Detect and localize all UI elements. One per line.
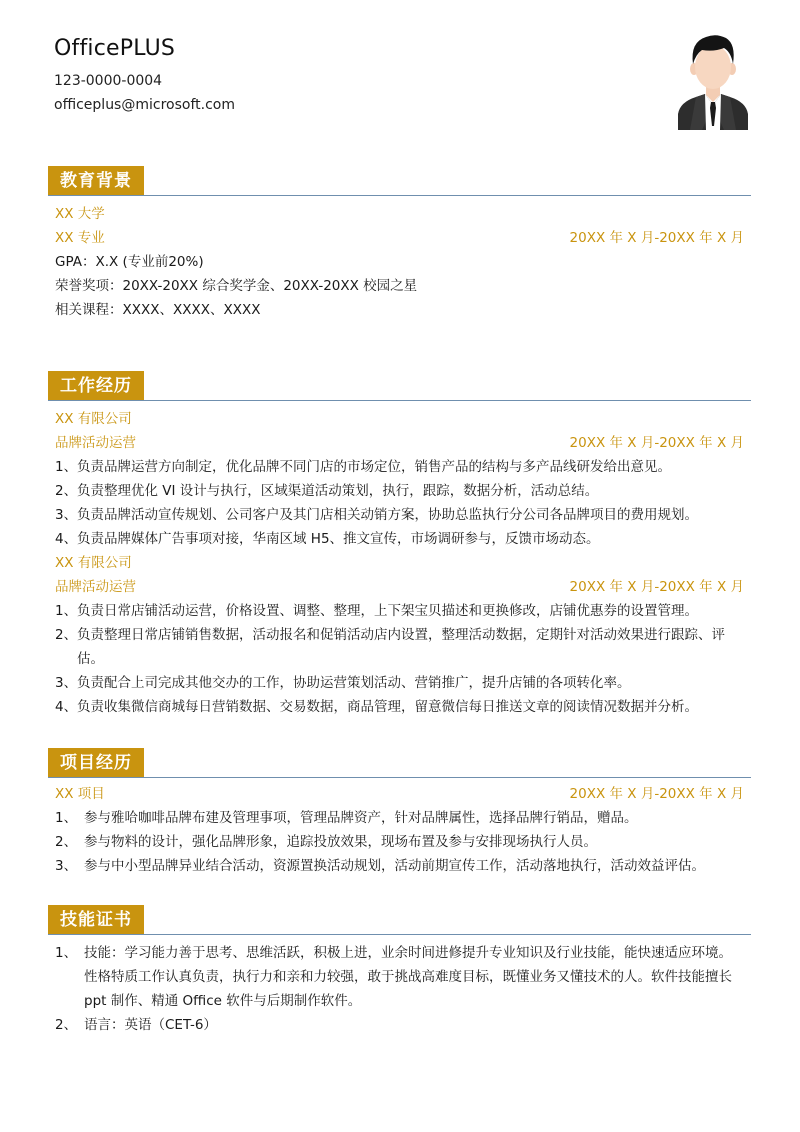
item-number: 2、 (55, 483, 78, 499)
list-item (48, 806, 751, 830)
item-number: 1、 (55, 603, 78, 619)
section-divider (48, 777, 751, 778)
item-number: 3、 (55, 675, 78, 691)
project-row (48, 782, 751, 806)
item-text: 语言：英语（CET-6） (84, 1017, 217, 1033)
school-name: XX 大学 (55, 206, 105, 222)
item-text: 负责整理日常店铺销售数据，活动报名和促销活动店内设置，整理活动数据，定期针对活动效果进行跟踪、评估。 (77, 627, 725, 667)
email-address: officeplus@microsoft.com (54, 97, 235, 113)
skills-section (48, 905, 751, 1037)
section-header (48, 166, 751, 196)
major-row (48, 226, 751, 250)
job-date: 20XX 年 X 月-20XX 年 X 月 (569, 579, 744, 595)
section-divider (48, 195, 751, 196)
role-row (48, 575, 751, 599)
list-item (48, 527, 751, 551)
list-item (48, 479, 751, 503)
item-number: 2、 (55, 1017, 78, 1033)
phone-number: 123-0000-0004 (54, 73, 163, 89)
item-text: 负责日常店铺活动运营，价格设置、调整、整理，上下架宝贝描述和更换修改，店铺优惠券的设置管理。 (77, 603, 698, 619)
item-text: 负责品牌媒体广告事项对接，华南区域 H5、推文宣传，市场调研参与，反馈市场动态。 (77, 531, 600, 547)
gpa-line: GPA：X.X (专业前20%) (55, 254, 204, 270)
item-text: 负责品牌活动宣传规划、公司客户及其门店相关动销方案，协助总监执行分公司各品牌项目的费用规划。 (77, 507, 698, 523)
section-header (48, 371, 751, 401)
list-item (48, 941, 751, 1013)
education-date: 20XX 年 X 月-20XX 年 X 月 (569, 230, 744, 246)
item-number: 4、 (55, 531, 78, 547)
job-role: 品牌活动运营 (55, 435, 136, 451)
section-header (48, 905, 751, 935)
list-item (48, 1013, 751, 1037)
list-item (48, 455, 751, 479)
item-text: 技能：学习能力善于思考、思维活跃，积极上进，业余时间进修提升专业知识及行业技能，能快速适应环境。性格特质工作认真负责，执行力和亲和力较强，敢于挑战高难度目标，既懂业务又懂技术的人。软件技能擅长 ppt 制作、精通 Office 软件与后期制作软件。 (84, 945, 732, 1009)
list-item (48, 671, 751, 695)
item-number: 4、 (55, 699, 78, 715)
item-text: 负责品牌运营方向制定，优化品牌不同门店的市场定位，销售产品的结构与多产品线研发给出意见。 (77, 459, 671, 475)
work-section (48, 371, 751, 719)
education-section (48, 166, 751, 322)
item-number: 1、 (55, 810, 78, 826)
list-item (48, 830, 751, 854)
item-text: 负责收集微信商城每日营销数据、交易数据，商品管理，留意微信每日推送文章的阅读情况数据并分析。 (77, 699, 698, 715)
list-item (48, 854, 751, 878)
list-item (48, 623, 751, 671)
section-header (48, 748, 751, 778)
company-name: XX 有限公司 (55, 555, 132, 571)
project-name: XX 项目 (55, 786, 105, 802)
major-name: XX 专业 (55, 230, 105, 246)
role-row (48, 431, 751, 455)
courses-line: 相关课程：XXXX、XXXX、XXXX (55, 302, 261, 318)
list-item (48, 503, 751, 527)
job-role: 品牌活动运营 (55, 579, 136, 595)
section-title: 教育背景 (48, 166, 144, 196)
list-item (48, 695, 751, 719)
person-avatar-icon (676, 30, 750, 130)
job-entry (48, 407, 751, 551)
item-text: 负责配合上司完成其他交办的工作，协助运营策划活动、营销推广，提升店铺的各项转化率。 (77, 675, 631, 691)
item-text: 参与中小型品牌异业结合活动，资源置换活动规划，活动前期宣传工作，活动落地执行，活动效益评估。 (84, 858, 705, 874)
item-number: 1、 (55, 945, 78, 961)
item-number: 3、 (55, 858, 78, 874)
item-text: 负责整理优化 VI 设计与执行，区域渠道活动策划，执行，跟踪，数据分析，活动总结。 (77, 483, 599, 499)
project-date: 20XX 年 X 月-20XX 年 X 月 (569, 786, 744, 802)
section-title: 工作经历 (48, 371, 144, 401)
section-divider (48, 400, 751, 401)
item-number: 3、 (55, 507, 78, 523)
section-title: 技能证书 (48, 905, 144, 935)
item-text: 参与物料的设计，强化品牌形象，追踪投放效果，现场布置及参与安排现场执行人员。 (84, 834, 597, 850)
company-name: XX 有限公司 (55, 411, 132, 427)
list-item (48, 599, 751, 623)
item-number: 2、 (55, 627, 78, 643)
item-number: 1、 (55, 459, 78, 475)
section-divider (48, 934, 751, 935)
job-date: 20XX 年 X 月-20XX 年 X 月 (569, 435, 744, 451)
section-title: 项目经历 (48, 748, 144, 778)
item-number: 2、 (55, 834, 78, 850)
item-text: 参与雅哈咖啡品牌布建及管理事项，管理品牌资产，针对品牌属性，选择品牌行销品，赠品。 (84, 810, 638, 826)
candidate-name: OfficePLUS (54, 36, 176, 61)
project-section (48, 748, 751, 878)
honors-line: 荣誉奖项：20XX-20XX 综合奖学金、20XX-20XX 校园之星 (55, 278, 418, 294)
job-entry (48, 551, 751, 719)
